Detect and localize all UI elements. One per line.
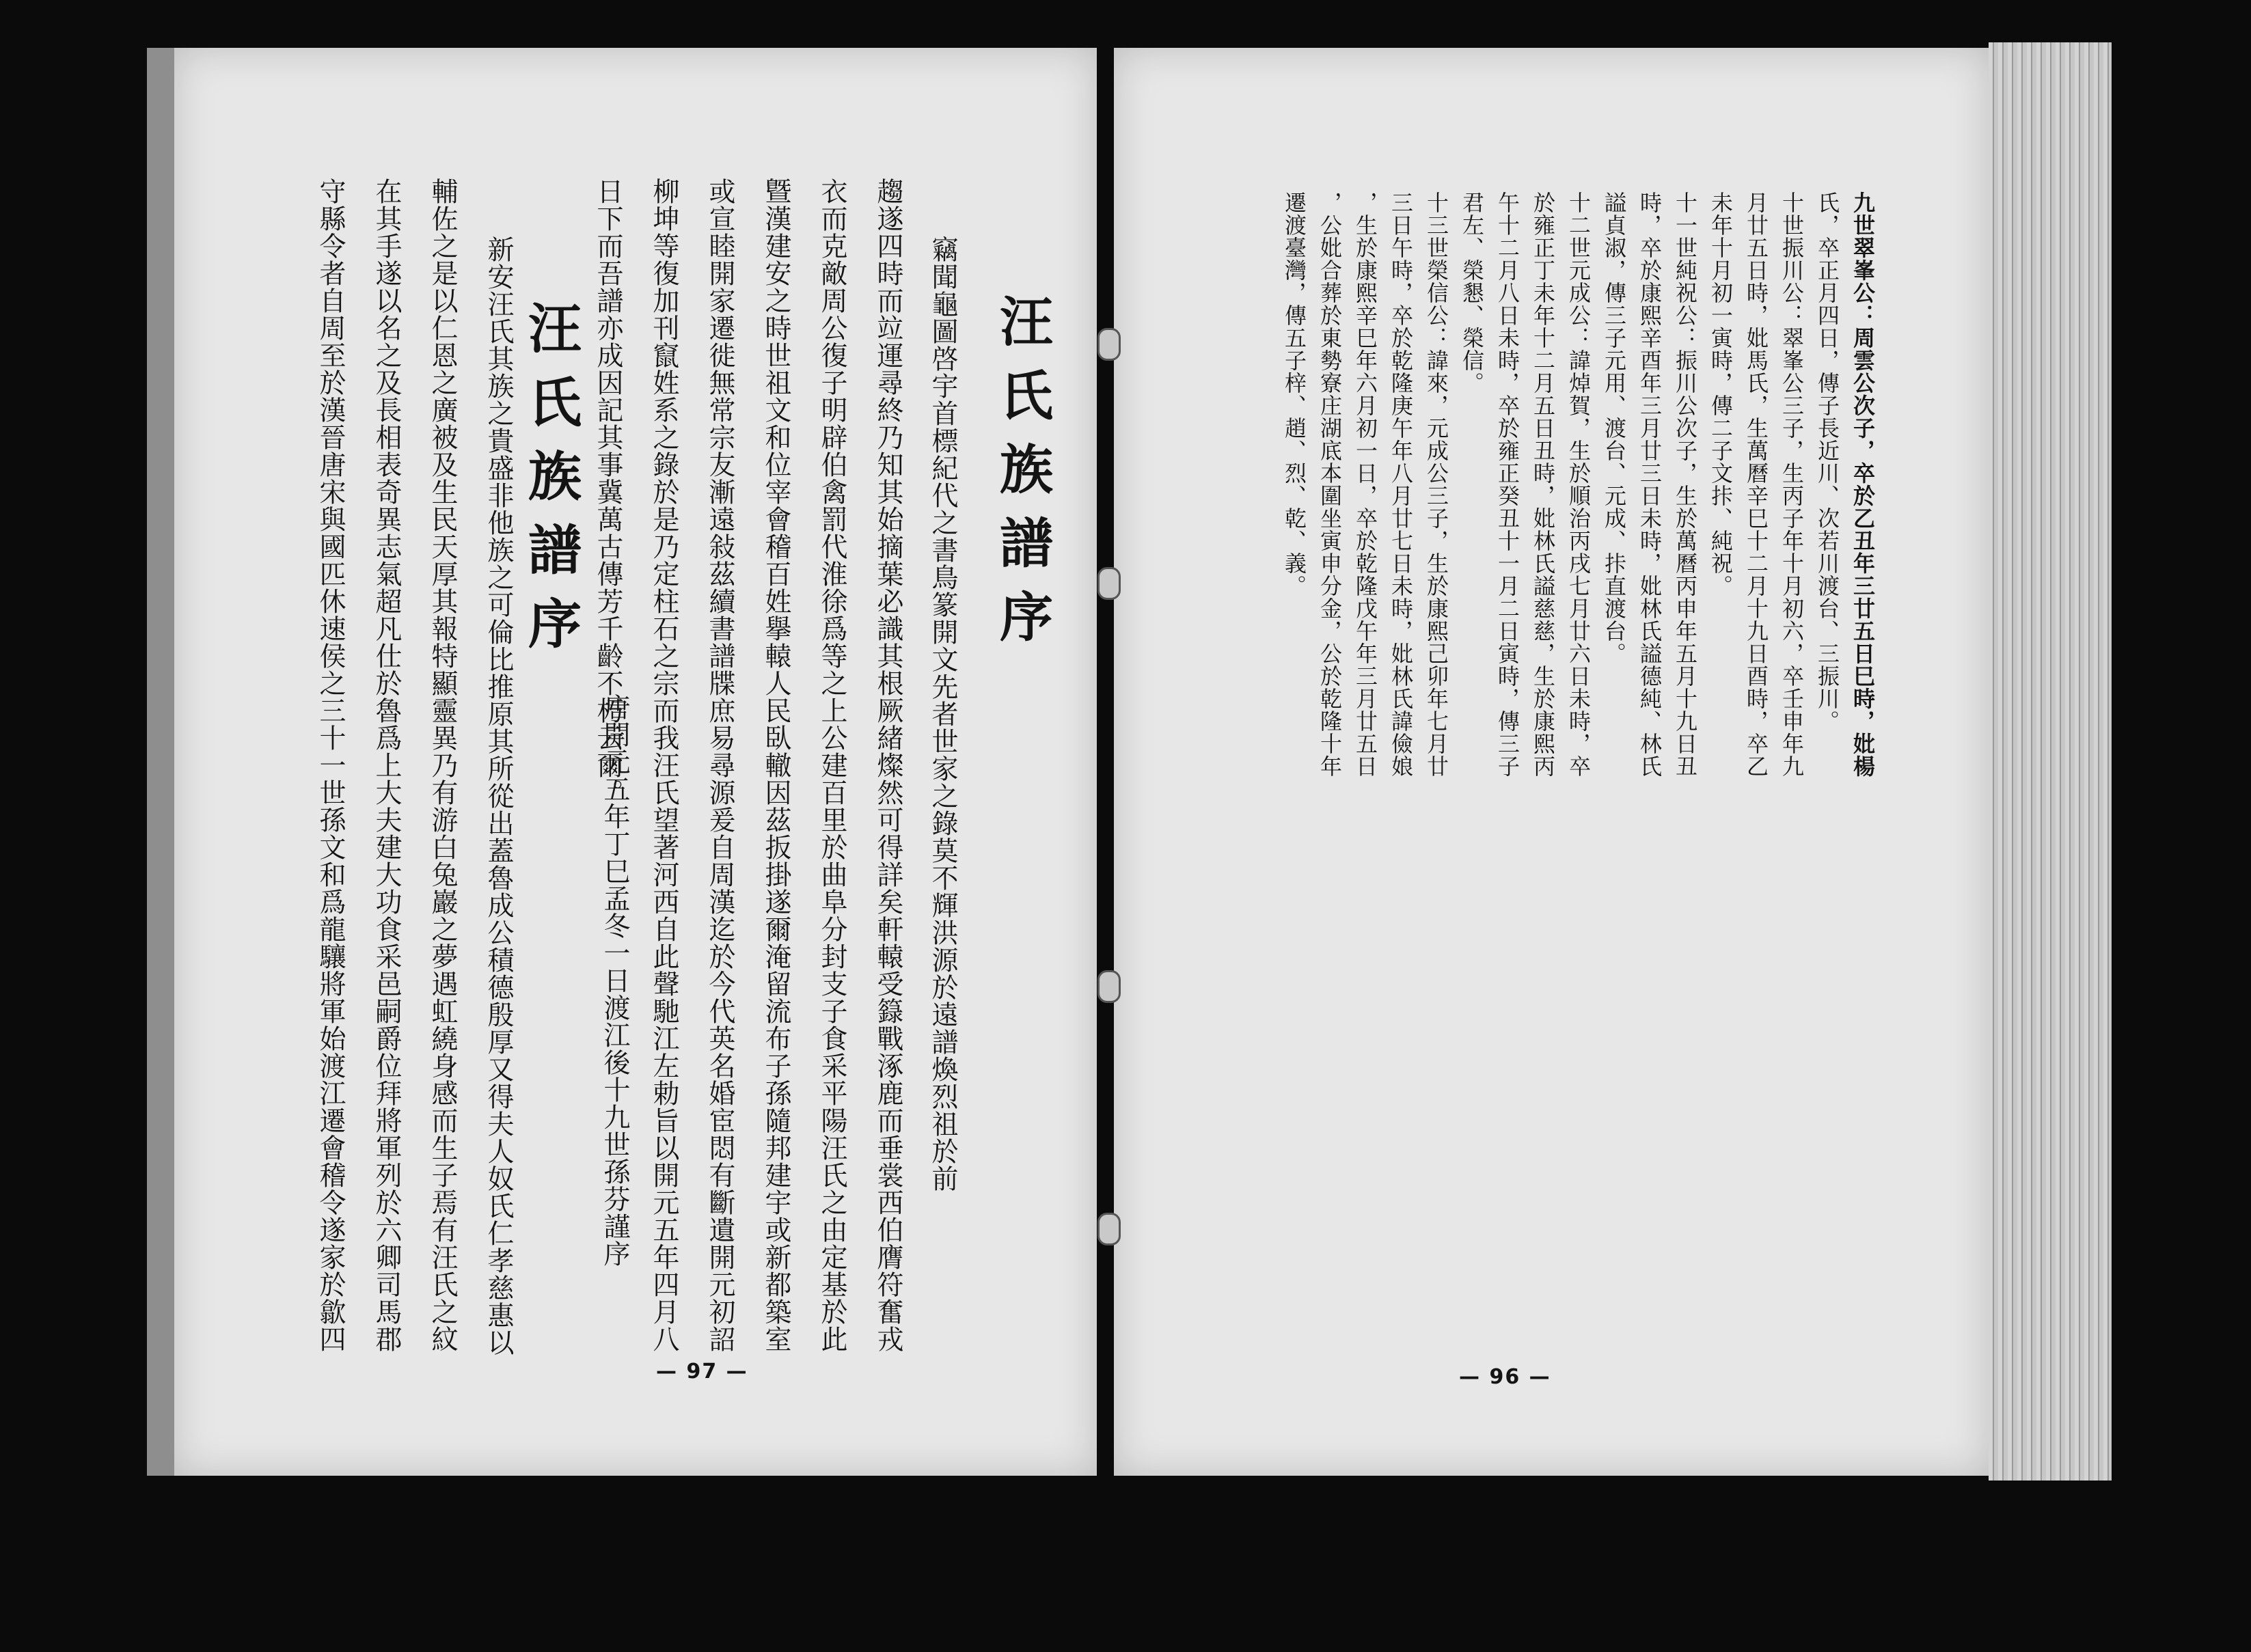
preface-1-column-5: 或宣睦開家遷徙無常宗友漸遠敍茲續書譜牒庶易尋源爰自周漢迄於今代英名婚宦悶有斷遺開元初詔 <box>705 178 735 1353</box>
genealogy-column-1: 九世翠峯公：周雲公次子，卒於乙丑年三廿五日巳時，妣楊 <box>1850 191 1876 777</box>
genealogy-column-16: ，公妣合葬於東勢寮庄湖底本圍坐寅申分金，公於乾隆十年 <box>1317 191 1343 777</box>
preface-2-column-4: 守縣令者自周至於漢晉唐宋與國匹休速侯之三十一世孫文和爲龍驤將軍始渡江遷會稽令遂家於歙四 <box>315 178 346 1353</box>
genealogy-column-17: 遷渡臺灣，傳五子梓、趙、烈、乾、義。 <box>1281 191 1307 597</box>
preface-1-signature: 唐開元五年丁巳孟冬一日渡江後十九世孫芬謹序 <box>599 693 630 1267</box>
genealogy-column-7: 時，卒於康熙辛酉年三月廿三日未時，妣林氏謚德純、林氏 <box>1637 191 1663 777</box>
binding-ring <box>1097 1213 1121 1245</box>
preface-2-column-1: 新安汪氏其族之貴盛非他族之可倫比推原其所從出蓋魯成公積德殷厚又得夫人奴氏仁孝慈惠以 <box>483 236 514 1356</box>
genealogy-column-9: 十二世元成公：諱焯賀，生於順治丙戌七月廿六日未時，卒 <box>1566 191 1592 777</box>
page-number-97: — 97 — <box>656 1360 748 1383</box>
genealogy-column-13: 十三世榮信公：諱來，元成公三子，生於康熙己卯年七月廿 <box>1423 191 1449 777</box>
genealogy-column-10: 於雍正丁未年十二月五日丑時，妣林氏謚慈慈，生於康熙丙 <box>1530 191 1556 777</box>
page-edge-stack <box>1989 42 2112 1481</box>
preface-1-column-6: 柳坤等復加刊竄姓系之錄於是乃定柱石之宗而我汪氏望著河西自此聲馳江左勅旨以開元五年四月八 <box>649 178 679 1353</box>
genealogy-column-8: 謚貞淑，傳三子元用、渡台、元成、拤直渡台。 <box>1601 191 1627 665</box>
preface-title-2: 汪氏族譜序 <box>519 301 582 670</box>
preface-1-column-2: 趨遂四時而竝運尋終乃知其始摘葉必識其根厥緒燦然可得詳矣軒轅受籙戰涿鹿而垂裳西伯膺符奮戎 <box>873 178 903 1353</box>
genealogy-column-14: 三日午時，卒於乾隆庚午年八月廿七日未時，妣林氏諱儉娘 <box>1388 191 1414 777</box>
genealogy-column-11: 午十二月八日未時，卒於雍正癸丑十一月二日寅時，傳三子 <box>1495 191 1520 777</box>
binding-ring <box>1097 567 1121 600</box>
genealogy-column-3: 十世振川公：翠峯公三子，生丙子年十月初六，卒壬申年九 <box>1779 191 1805 777</box>
genealogy-column-6: 十一世純祝公：振川公次子，生於萬曆丙申年五月十九日丑 <box>1672 191 1698 777</box>
genealogy-column-12: 君左、榮懇、榮信。 <box>1459 191 1485 394</box>
genealogy-column-5: 未年十月初一寅時，傳二子文拤、純祝。 <box>1708 191 1734 597</box>
genealogy-column-4: 月廿五日時，妣馬氏，生萬曆辛巳十二月十九日酉時，卒乙 <box>1743 191 1769 777</box>
preface-2-column-3: 在其手遂以名之及長相表奇異志氣超凡仕於魯爲上大夫建大功食采邑嗣爵位拜將軍列於六卿司馬郡 <box>371 178 402 1353</box>
preface-1-column-4: 曁漢建安之時世祖文和位宰會稽百姓擧轅人民臥轍因茲扳掛遂爾淹留流布子孫隨邦建宇或新都築室 <box>761 178 791 1353</box>
preface-2-column-2: 輔佐之是以仁恩之廣被及生民天厚其報特顯靈異乃有游白兔巖之夢遇虹繞身感而生子焉有汪氏之紋 <box>427 178 458 1353</box>
preface-1-column-3: 衣而克敵周公復子明辟伯禽罰代淮徐爲等之上公建百里於曲阜分封支子食采平陽汪氏之由定基於此 <box>817 178 847 1353</box>
preface-title-1: 汪氏族譜序 <box>991 294 1053 663</box>
genealogy-column-15: ，生於康熙辛巳年六月初一日，卒於乾隆戊午年三月廿五日 <box>1352 191 1378 777</box>
page-number-96: — 96 — <box>1459 1365 1551 1389</box>
binding-ring <box>1097 970 1121 1003</box>
preface-1-column-7: 日下而吾譜亦成因記其事冀萬古傳芳千齡不朽云爾。 <box>592 178 623 806</box>
binding-ring <box>1097 328 1121 361</box>
preface-1-column-1: 竊聞龜圖啓宇首標紀代之書鳥篆開文先者世家之錄莫不輝洪源於遠譜煥烈祖於前 <box>927 236 958 1192</box>
genealogy-column-2: 氏，卒正月四日，傳子長近川、次若川渡台、三振川。 <box>1814 191 1840 732</box>
